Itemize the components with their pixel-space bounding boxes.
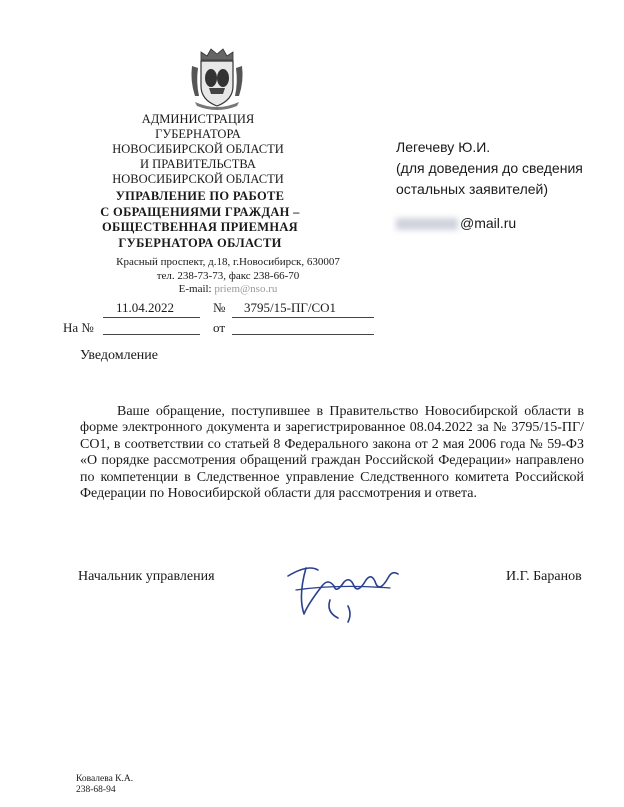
reg-date: 11.04.2022 [116, 300, 175, 315]
recipient-note-line: остальных заявителей) [396, 181, 549, 197]
executor-name: Ковалева К.А. [76, 774, 134, 784]
recipient-email [396, 215, 516, 231]
dept-line: УПРАВЛЕНИЕ ПО РАБОТЕ [115, 189, 285, 203]
reg-number-label: № [213, 300, 226, 315]
org-line: АДМИНИСТРАЦИЯ [141, 112, 255, 126]
na-line [103, 334, 200, 335]
org-line: НОВОСИБИРСКОЙ ОБЛАСТИ [112, 172, 284, 186]
org-line: НОВОСИБИРСКОЙ ОБЛАСТИ [112, 142, 284, 156]
signatory-position: Начальник управления [78, 569, 215, 584]
dept-line: ГУБЕРНАТОРА ОБЛАСТИ [118, 235, 282, 250]
reg-date-line [103, 317, 200, 318]
reg-number: 3795/15-ПГ/СО1 [244, 300, 337, 315]
na-label: На № [63, 320, 94, 335]
dept-line: ОБЩЕСТВЕННАЯ ПРИЕМНАЯ [101, 220, 298, 234]
dept-line: С ОБРАЩЕНИЯМИ ГРАЖДАН – [100, 204, 300, 219]
ot-line [232, 334, 374, 335]
recipient-name: Легечеву Ю.И. [396, 139, 491, 155]
department-header [90, 189, 310, 251]
coat-of-arms-emblem [189, 46, 245, 110]
executor-block [76, 774, 133, 796]
signatory-name: И.Г. Баранов [506, 569, 582, 584]
executor-phone: 238-68-94 [76, 785, 116, 795]
redacted-email-part [396, 218, 458, 230]
document-title: Уведомление [80, 348, 159, 363]
email-label: E-mail: [178, 283, 212, 295]
document-body: Ваше обращение, поступившее в Правительство Новосибирской области в форме электронного документа и зарегистрированное 08.04.2022 за № 3795/15-ПГ/СО1, в соответствии со статьей 8 Федерального закона от 2 мая 2006 года № 59-ФЗ «О порядке рассмотрения обращений граждан Российской Федерации» направлено по компетенции в Следственное управление Следственного комитета Российской Федерации по Новосибирской области для рассмотрения и ответа. [80, 404, 584, 502]
org-line: ГУБЕРНАТОРА [155, 127, 241, 141]
recipient-email-domain: @mail.ru [460, 215, 517, 231]
handwritten-signature [278, 556, 418, 624]
address: Красный проспект, д.18, г.Новосибирск, 630007 [116, 256, 340, 268]
reg-number-line [232, 317, 374, 318]
email-row [98, 283, 358, 297]
recipient-block [396, 137, 606, 200]
org-header [108, 112, 288, 187]
org-line: И ПРАВИТЕЛЬСТВА [140, 157, 256, 171]
recipient-note-line: (для доведения до сведения [396, 160, 583, 176]
email-link[interactable]: priem@nso.ru [214, 283, 278, 295]
contacts-block [98, 256, 358, 297]
ot-label: от [213, 320, 226, 335]
phones: тел. 238-73-73, факс 238-66-70 [156, 269, 300, 282]
